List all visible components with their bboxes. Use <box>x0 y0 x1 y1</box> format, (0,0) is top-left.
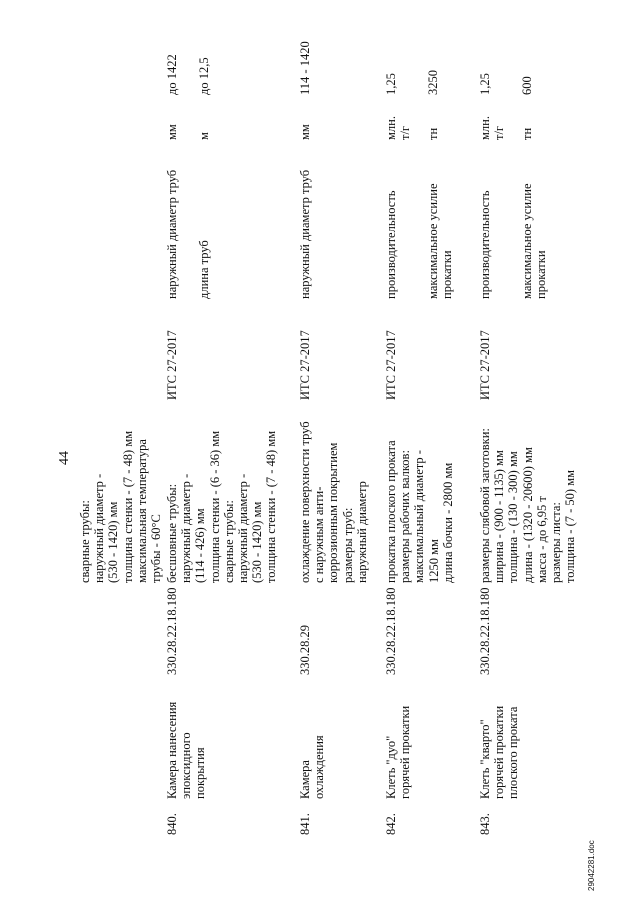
its-reference: ИТС 27-2017 <box>384 330 398 400</box>
equipment-description: размеры слябовой заготовки: ширина - (900 - 1135) мм толщина - (130 - 300) мм длина - (1320 - 20600) мм масса - до 6,95 т размеры листа: толщина - (7 - 50) мм <box>478 428 578 583</box>
parameter-value: до 12,5 <box>197 57 211 95</box>
parameter-unit: тн <box>426 127 440 140</box>
parameter-name: производительность <box>384 190 398 299</box>
equipment-code: 330.28.29 <box>298 625 312 675</box>
parameter-unit: мм <box>165 124 179 140</box>
equipment-name: Камера нанесения эпоксидного покрытия <box>165 701 208 799</box>
parameter-value: 114 - 1420 <box>298 41 312 95</box>
equipment-description: охлаждение поверхности труб с наружным анти- коррозионным покрытием размеры труб: наружный диаметр <box>298 421 369 583</box>
equipment-name: Клеть "кварто" горячей прокатки плоского проката <box>478 705 521 799</box>
parameter-unit: млн. т/г <box>384 116 413 140</box>
parameter-value: до 1422 <box>165 54 179 95</box>
page-number: 44 <box>57 451 72 465</box>
row-number: 843. <box>478 813 492 835</box>
equipment-code: 330.28.22.18.180 <box>384 587 398 675</box>
its-reference: ИТС 27-2017 <box>298 330 312 400</box>
equipment-name: Клеть "дуо" горячей прокатки <box>384 705 413 799</box>
parameter-unit: тн <box>520 127 534 140</box>
parameter-unit: м <box>197 132 211 140</box>
parameter-value: 600 <box>520 76 534 95</box>
equipment-code: 330.28.22.18.180 <box>165 587 179 675</box>
footer-file-code: 29042281.doc <box>587 840 596 891</box>
parameter-name: максимальное усилие прокатки <box>426 183 455 299</box>
parameter-name: наружный диаметр труб <box>298 169 312 299</box>
parameter-name: производительность <box>478 190 492 299</box>
its-reference: ИТС 27-2017 <box>165 330 179 400</box>
row-number: 841. <box>298 813 312 835</box>
parameter-unit: мм <box>298 124 312 140</box>
equipment-description: бесшовные трубы: наружный диаметр - (114 - 426) мм толщина стенки - (6 - 36) мм сварные трубы: наружный диаметр - (530 - 1420) мм толщина стенки - (7 - 48) мм <box>165 430 279 583</box>
parameter-name: максимальное усилие прокатки <box>520 183 549 299</box>
parameter-value: 3250 <box>426 70 440 95</box>
row-number: 842. <box>384 813 398 835</box>
equipment-name: Камера охлаждения <box>298 735 327 799</box>
equipment-code: 330.28.22.18.180 <box>478 587 492 675</box>
row-number: 840. <box>165 813 179 835</box>
continued-description: сварные трубы: наружный диаметр - (530 - 1420) мм толщина стенки - (7 - 48) мм максимальная температура трубы - 60°С <box>78 430 164 583</box>
its-reference: ИТС 27-2017 <box>478 330 492 400</box>
parameter-value: 1,25 <box>478 73 492 95</box>
parameter-unit: млн. т/г <box>478 116 507 140</box>
parameter-name: длина труб <box>197 240 211 299</box>
parameter-value: 1,25 <box>384 73 398 95</box>
parameter-name: наружный диаметр труб <box>165 169 179 299</box>
equipment-description: прокатка плоского проката размеры рабочих валков: максимальный диаметр - 1250 мм длина бочки - 2800 мм <box>384 440 455 583</box>
